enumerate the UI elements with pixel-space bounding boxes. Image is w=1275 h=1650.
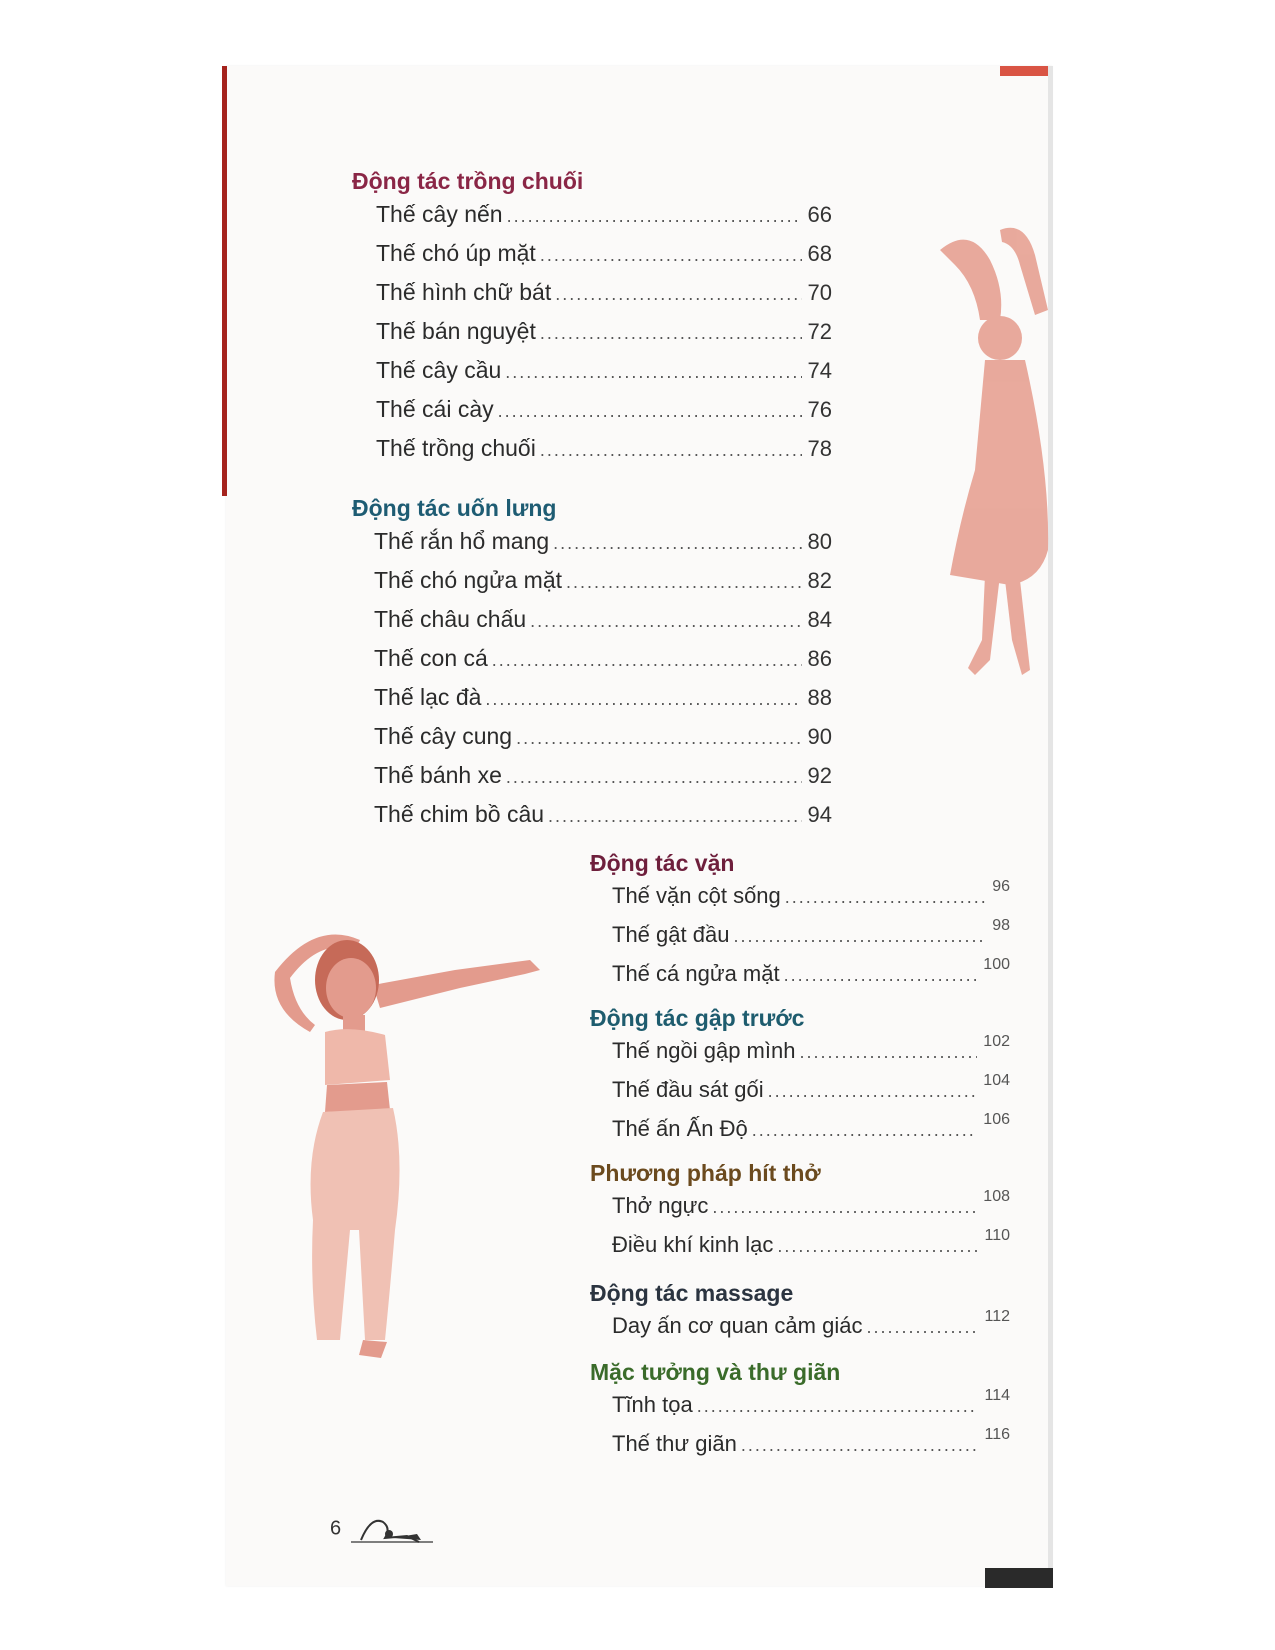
- page-number: [330, 1512, 437, 1546]
- toc-entry[interactable]: [612, 878, 1010, 917]
- entry-page: 94: [807, 802, 832, 827]
- leader-dots: [540, 237, 802, 274]
- toc-entry[interactable]: [612, 1387, 1010, 1426]
- entry-label: Tĩnh tọa: [612, 1392, 693, 1417]
- toc-entry[interactable]: [612, 1308, 1010, 1347]
- toc-section: [590, 1278, 1010, 1347]
- entry-page: 66: [807, 202, 832, 227]
- leader-dots: [697, 1388, 979, 1424]
- entry-label: Thế cái cày: [376, 396, 494, 422]
- entry-label: Thế chó úp mặt: [376, 240, 536, 266]
- toc-entry[interactable]: [612, 1033, 1010, 1072]
- entry-label: Thế trồng chuối: [376, 435, 536, 461]
- dancer-figure-standing: [255, 900, 545, 1360]
- entry-page: 104: [983, 1072, 1010, 1089]
- toc-section: [590, 1357, 1010, 1465]
- entry-label: Thế rắn hổ mang: [374, 528, 550, 554]
- entry-page: 86: [807, 646, 832, 671]
- toc-entry[interactable]: [374, 679, 832, 718]
- entry-label: Thế ngồi gập mình: [612, 1038, 796, 1063]
- entry-label: Thế thư giãn: [612, 1431, 737, 1456]
- leader-dots: [866, 1309, 978, 1345]
- leader-dots: [540, 432, 802, 469]
- entry-label: Điều khí kinh lạc: [612, 1232, 774, 1257]
- toc-entry[interactable]: [612, 1227, 1010, 1266]
- leader-dots: [507, 198, 802, 235]
- entry-page: 76: [807, 397, 832, 422]
- entry-page: 98: [992, 917, 1010, 934]
- entry-page: 90: [807, 724, 832, 749]
- leader-dots: [506, 759, 802, 796]
- leader-dots: [785, 879, 986, 915]
- entry-page: 70: [807, 280, 832, 305]
- toc-section: [590, 1158, 1010, 1266]
- page-number-text: 6: [330, 1517, 342, 1540]
- entry-page: 84: [807, 607, 832, 632]
- entry-label: Thế lạc đà: [374, 684, 482, 710]
- entry-label: Thế bánh xe: [374, 762, 502, 788]
- entry-page: 68: [807, 241, 832, 266]
- section-title: Mặc tưởng và thư giãn: [590, 1359, 841, 1385]
- toc-entry[interactable]: [374, 523, 832, 562]
- entry-page: 74: [807, 358, 832, 383]
- yoga-pose-icon: [347, 1512, 437, 1546]
- section-title: Động tác vặn: [590, 850, 735, 876]
- toc-right-column: [590, 848, 1010, 1465]
- toc-entry[interactable]: [374, 640, 832, 679]
- entry-page: 100: [983, 956, 1010, 973]
- toc-entry[interactable]: [376, 430, 832, 469]
- entry-label: Day ấn cơ quan cảm giác: [612, 1313, 863, 1338]
- section-title: Động tác massage: [590, 1280, 794, 1306]
- entry-label: Thế châu chấu: [374, 606, 527, 632]
- leader-dots: [752, 1112, 978, 1148]
- page-edge-left: [222, 66, 227, 496]
- leader-dots: [505, 354, 801, 391]
- leader-dots: [492, 642, 802, 679]
- toc-entry[interactable]: [374, 718, 832, 757]
- entry-label: Thế gật đầu: [612, 922, 730, 947]
- entry-page: 96: [992, 878, 1010, 895]
- leader-dots: [498, 393, 802, 430]
- toc-entry[interactable]: [376, 391, 832, 430]
- entry-page: 72: [807, 319, 832, 344]
- page-edge-accent: [1000, 66, 1052, 76]
- toc-entry[interactable]: [612, 956, 1010, 995]
- leader-dots: [741, 1427, 979, 1463]
- toc-entry[interactable]: [612, 1426, 1010, 1465]
- section-title: Động tác uốn lưng: [352, 495, 557, 521]
- entry-label: Thế cây cầu: [376, 357, 502, 383]
- leader-dots: [566, 564, 802, 601]
- entry-page: 112: [984, 1308, 1010, 1325]
- toc-section: [590, 848, 1010, 995]
- page-edge-bottom: [985, 1568, 1053, 1588]
- entry-page: 114: [984, 1387, 1010, 1404]
- leader-dots: [530, 603, 801, 640]
- entry-page: 106: [983, 1111, 1010, 1128]
- entry-label: Thế bán nguyệt: [376, 318, 536, 344]
- toc-entry[interactable]: [612, 1111, 1010, 1150]
- dancer-figure-right: [930, 220, 1050, 690]
- toc-entry[interactable]: [376, 274, 832, 313]
- section-title: Động tác trồng chuối: [352, 168, 584, 194]
- entry-label: Thế cây nến: [376, 201, 503, 227]
- toc-section: [352, 166, 832, 469]
- leader-dots: [733, 918, 986, 954]
- toc-entry[interactable]: [376, 313, 832, 352]
- toc-entry[interactable]: [374, 562, 832, 601]
- leader-dots: [516, 720, 801, 757]
- leader-dots: [784, 957, 978, 993]
- toc-section: [352, 493, 832, 835]
- leader-dots: [768, 1073, 978, 1109]
- entry-label: Thế cá ngửa mặt: [612, 961, 780, 986]
- entry-label: Thế đầu sát gối: [612, 1077, 764, 1102]
- section-title: Phương pháp hít thở: [590, 1160, 821, 1186]
- toc-entry[interactable]: [612, 1072, 1010, 1111]
- leader-dots: [712, 1189, 977, 1225]
- entry-label: Thở ngực: [612, 1193, 709, 1218]
- entry-page: 80: [807, 529, 832, 554]
- toc-entry[interactable]: [374, 796, 832, 835]
- entry-page: 110: [984, 1227, 1010, 1244]
- entry-label: Thế cây cung: [374, 723, 513, 749]
- leader-dots: [485, 681, 801, 718]
- entry-page: 82: [807, 568, 832, 593]
- entry-page: 88: [807, 685, 832, 710]
- entry-label: Thế hình chữ bát: [376, 279, 552, 305]
- entry-page: 92: [807, 763, 832, 788]
- toc-entry[interactable]: [374, 757, 832, 796]
- entry-page: 116: [984, 1426, 1010, 1443]
- leader-dots: [777, 1228, 978, 1264]
- toc-entry[interactable]: [376, 196, 832, 235]
- leader-dots: [555, 276, 801, 313]
- entry-label: Thế chó ngửa mặt: [374, 567, 562, 593]
- toc-entry[interactable]: [612, 917, 1010, 956]
- toc-entry[interactable]: [374, 601, 832, 640]
- toc-entry[interactable]: [376, 235, 832, 274]
- toc-left-column: [352, 166, 832, 835]
- leader-dots: [540, 315, 802, 352]
- entry-label: Thế ấn Ấn Độ: [612, 1116, 748, 1141]
- section-title: Động tác gập trước: [590, 1005, 805, 1031]
- toc-section: [590, 1003, 1010, 1150]
- toc-entry[interactable]: [612, 1188, 1010, 1227]
- entry-label: Thế chim bồ câu: [374, 801, 545, 827]
- leader-dots: [553, 525, 801, 562]
- entry-label: Thế vặn cột sống: [612, 883, 781, 908]
- entry-page: 102: [983, 1033, 1010, 1050]
- entry-page: 78: [807, 436, 832, 461]
- leader-dots: [799, 1034, 977, 1070]
- leader-dots: [548, 798, 801, 835]
- toc-entry[interactable]: [376, 352, 832, 391]
- entry-label: Thế con cá: [374, 645, 488, 671]
- entry-page: 108: [983, 1188, 1010, 1205]
